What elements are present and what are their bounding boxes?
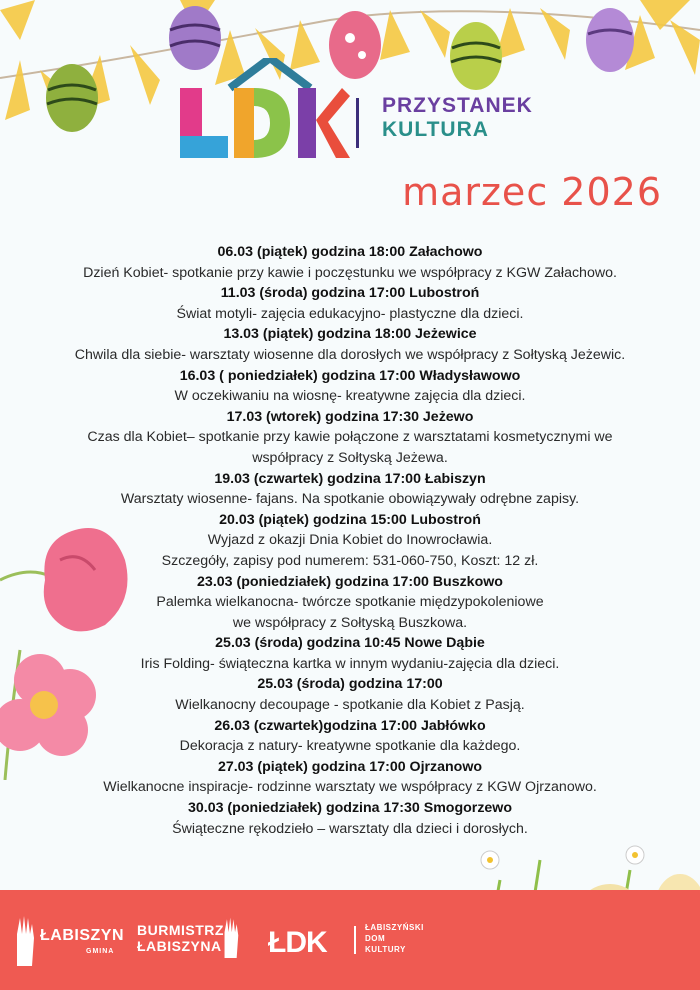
event-heading: 19.03 (czwartek) godzina 17:00 Łabiszyn: [214, 470, 486, 487]
event-description: Wielkanocne inspiracje- rodzinne warsztaty we współpracy z KGW Ojrzanowo.: [103, 779, 597, 796]
event-item: [40, 572, 660, 634]
event-description: Świąteczne rękodzieło – warsztaty dla dzieci i dorosłych.: [172, 820, 528, 837]
events-list: [40, 242, 660, 839]
event-heading: 27.03 (piątek) godzina 17:00 Ojrzanowo: [217, 758, 483, 775]
event-item: [40, 407, 660, 469]
event-description: współpracy z Sołtyską Jeżewa.: [252, 449, 448, 466]
gmina-label: GMINA: [86, 948, 115, 955]
event-item: [40, 469, 660, 510]
ldk-footer-logo: ŁDK: [268, 926, 327, 959]
event-heading: 16.03 ( poniedziałek) godzina 17:00 Władysławowo: [179, 367, 521, 384]
event-description: Iris Folding- świąteczna kartka w innym wydaniu-zajęcia dla dzieci.: [140, 655, 560, 672]
burmistrz-line-2: ŁABISZYNA: [137, 938, 222, 954]
event-description: Dzień Kobiet- spotkanie przy kawie i poczęstunku we współpracy z KGW Załachowo.: [83, 264, 617, 281]
event-description: W oczekiwaniu na wiosnę- kreatywne zajęcia dla dzieci.: [174, 388, 526, 405]
event-item: [40, 716, 660, 757]
egg-icon: [586, 8, 634, 72]
event-item: [40, 798, 660, 839]
burmistrz-line-1: BURMISTRZ: [137, 922, 224, 938]
event-item: [40, 366, 660, 407]
event-description: Świat motyli- zajęcia edukacyjno- plastyczne dla dzieci.: [176, 305, 524, 322]
event-item: [40, 324, 660, 365]
event-heading: 23.03 (poniedziałek) godzina 17:00 Buszkowo: [197, 573, 503, 590]
event-description: Dekoracja z natury- kreatywne spotkanie dla każdego.: [179, 738, 521, 755]
ldk-name: [365, 922, 424, 955]
event-item: [40, 674, 660, 715]
event-item: [40, 283, 660, 324]
house-logo-icon: [170, 58, 350, 158]
event-heading: 17.03 (wtorek) godzina 17:30 Jeżewo: [226, 408, 474, 425]
event-heading: 25.03 (środa) godzina 10:45 Nowe Dąbie: [215, 635, 485, 652]
event-description: Wielkanocny decoupage - spotkanie dla Kobiet z Pasją.: [175, 697, 525, 714]
event-heading: 30.03 (poniedziałek) godzina 17:30 Smogorzewo: [187, 800, 513, 817]
logo-divider: [356, 98, 359, 148]
event-description: Wyjazd z okazji Dnia Kobiet do Inowrocławia.: [207, 532, 493, 549]
footer-bar: [0, 890, 700, 990]
burmistrz-label: [137, 922, 224, 954]
logo-line-2: KULTURA: [382, 118, 489, 141]
event-heading: 20.03 (piątek) godzina 15:00 Lubostroń: [219, 511, 481, 528]
event-item: [40, 757, 660, 798]
ldk-line-2: DOM: [365, 934, 386, 943]
event-description: Warsztaty wiosenne- fajans. Na spotkanie obowiązywały odrębne zapisy.: [120, 491, 580, 508]
logo-text: [382, 94, 533, 142]
month-title: marzec 2026: [402, 170, 662, 214]
logo-line-1: PRZYSTANEK: [382, 94, 533, 117]
event-heading: 26.03 (czwartek)godzina 17:00 Jabłówko: [214, 717, 486, 734]
hand-crest-icon: [12, 914, 38, 966]
event-heading: 06.03 (piątek) godzina 18:00 Załachowo: [217, 244, 483, 260]
event-heading: 11.03 (środa) godzina 17:00 Lubostroń: [220, 285, 480, 302]
event-description: Czas dla Kobiet– spotkanie przy kawie połączone z warsztatami kosmetycznymi we: [87, 429, 613, 446]
event-item: [40, 510, 660, 572]
footer-divider: [354, 926, 356, 954]
event-heading: 25.03 (środa) godzina 17:00: [257, 676, 443, 693]
event-description: Palemka wielkanocna- twórcze spotkanie międzypokoleniowe: [156, 594, 544, 611]
ldk-line-3: KULTURY: [365, 945, 406, 954]
event-description: Chwila dla siebie- warsztaty wiosenne dla dorosłych we współpracy z Sołtyską Jeżewic.: [74, 346, 626, 363]
event-item: [40, 633, 660, 674]
event-description: Szczegóły, zapisy pod numerem: 531-060-750, Koszt: 12 zł.: [161, 552, 539, 569]
hand-crest-icon: [220, 916, 242, 958]
labiszyn-label: ŁABISZYN: [40, 927, 124, 944]
ldk-logo: [170, 58, 550, 158]
event-heading: 13.03 (piątek) godzina 18:00 Jeżewice: [223, 326, 477, 343]
event-item: [40, 242, 660, 283]
event-description: we współpracy z Sołtyską Buszkowa.: [232, 614, 468, 631]
egg-icon: [46, 64, 98, 132]
ldk-line-1: ŁABISZYŃSKI: [365, 923, 424, 932]
